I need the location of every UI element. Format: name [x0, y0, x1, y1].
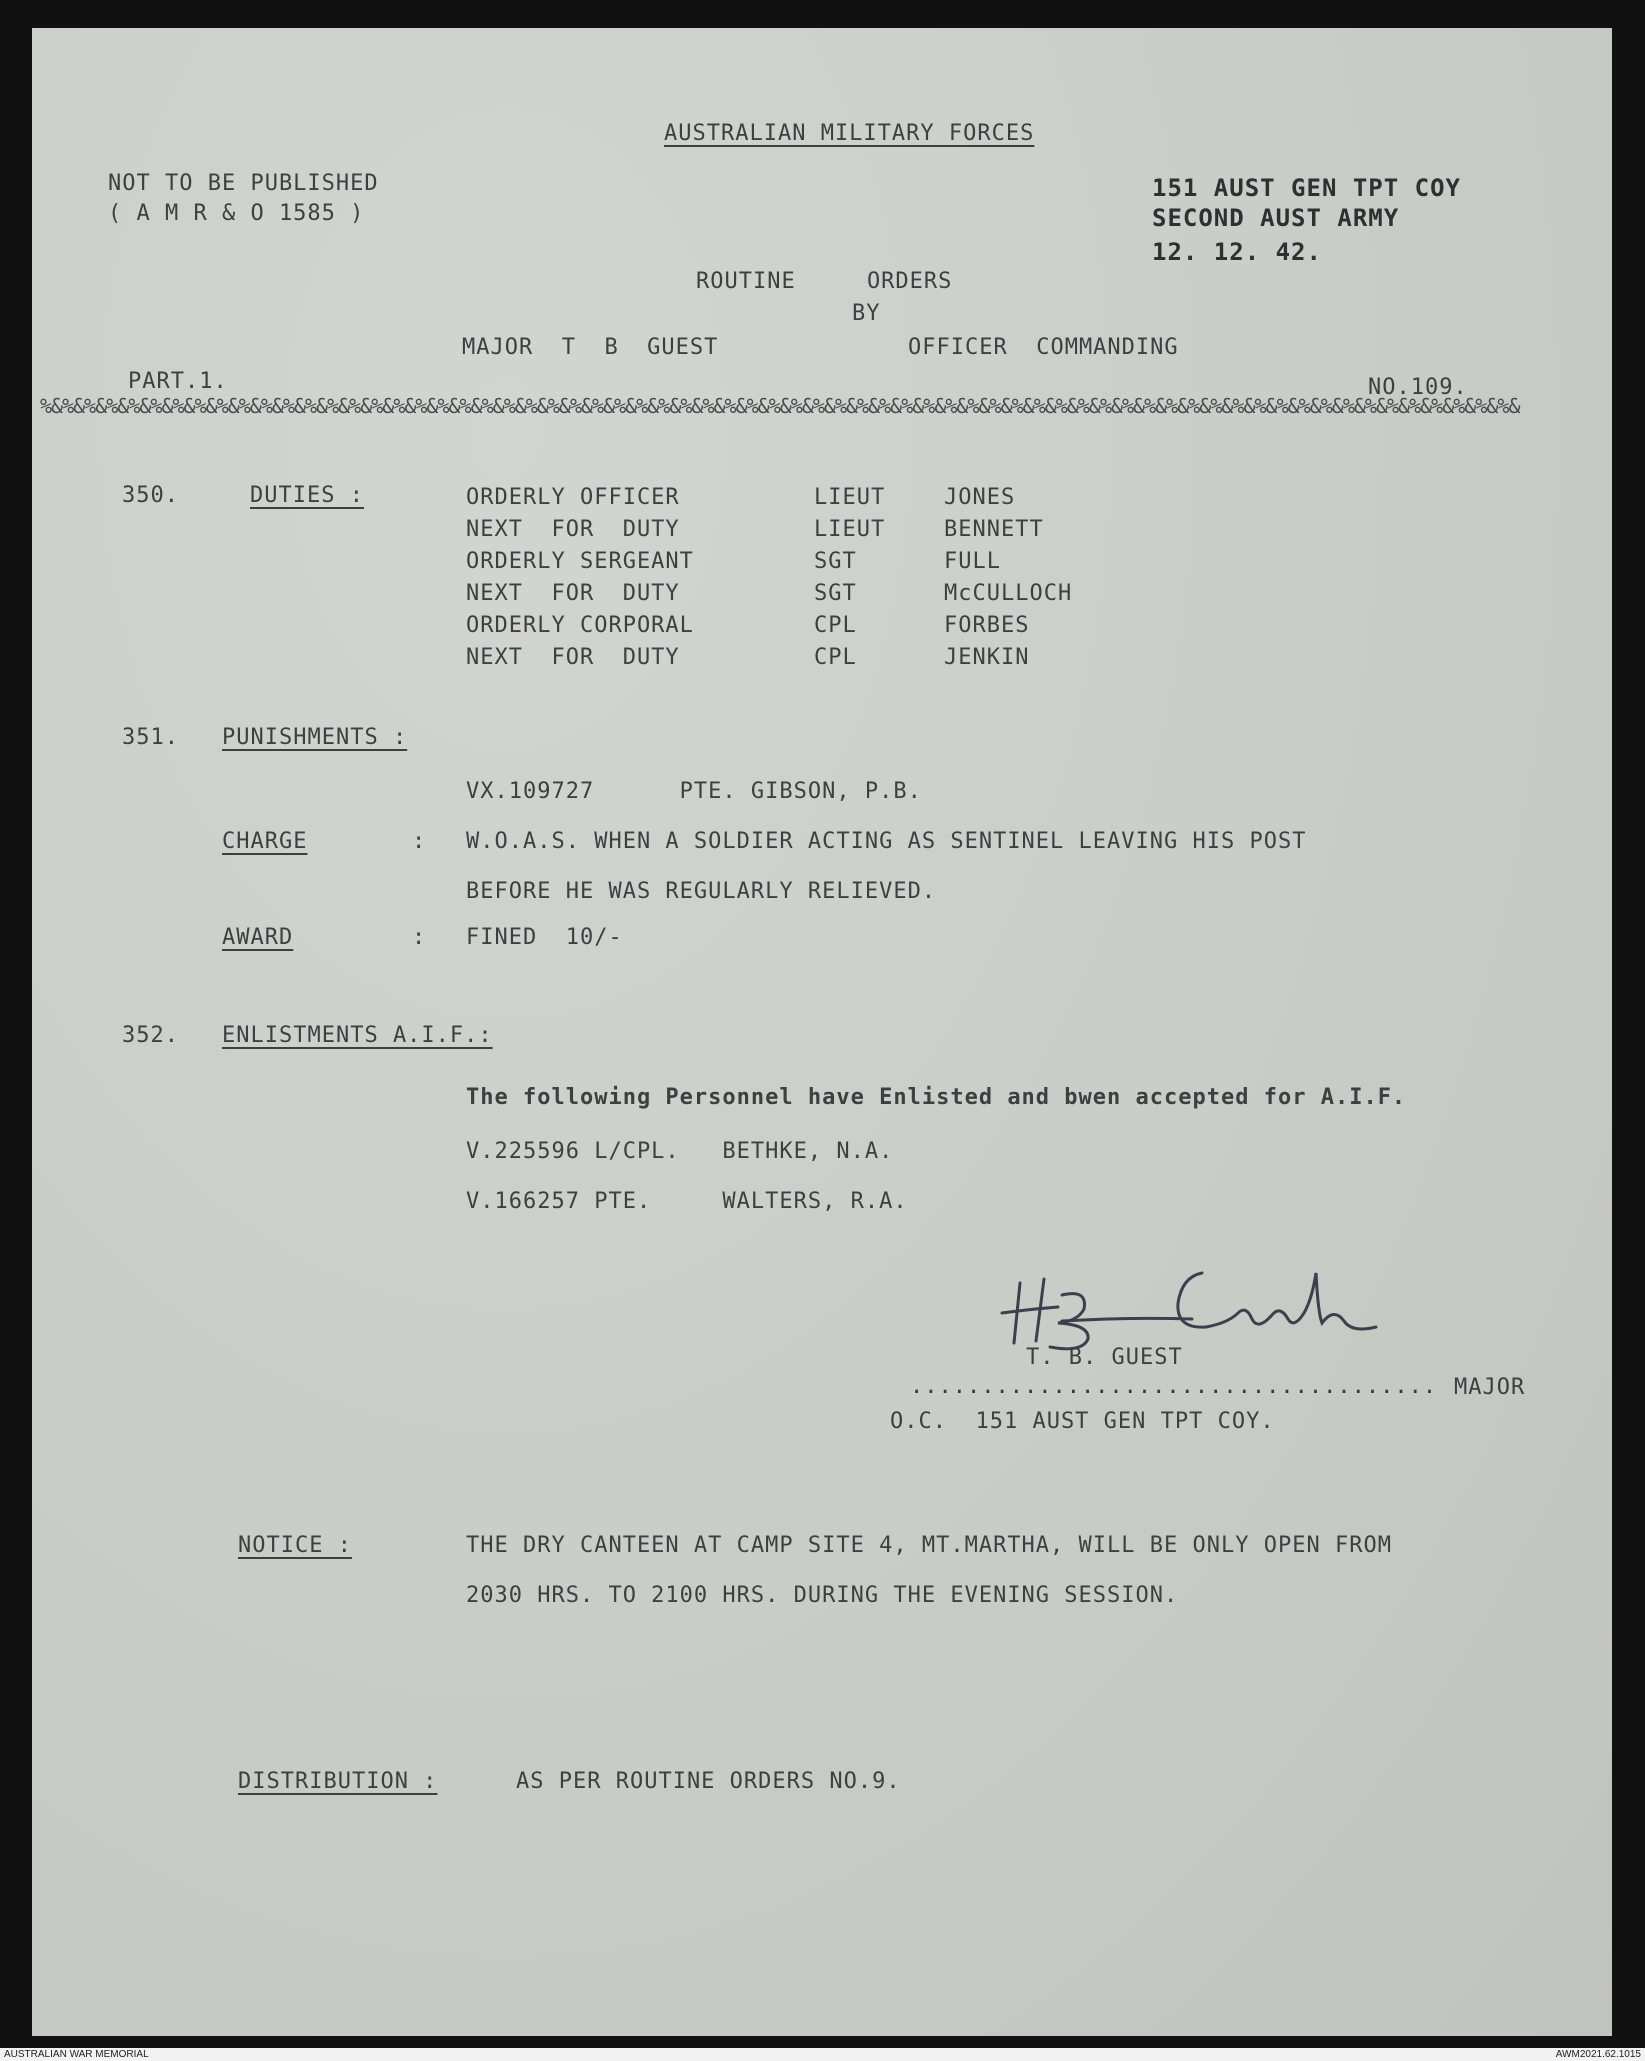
- notice-label: NOTICE :: [238, 1533, 352, 1558]
- enlistments-intro: The following Personnel have Enlisted and bwen accepted for A.I.F.: [466, 1085, 1407, 1110]
- duty-role: NEXT FOR DUTY: [466, 581, 680, 606]
- archive-footer: [0, 2048, 1645, 2061]
- duty-rank: SGT: [814, 581, 857, 606]
- award-label: AWARD: [222, 925, 294, 950]
- regulation-reference: ( A M R & O 1585 ): [108, 201, 365, 226]
- order-date: 12. 12. 42.: [1152, 238, 1322, 266]
- signatory-name: T. B. GUEST: [1026, 1345, 1183, 1370]
- signatory-title: O.C. 151 AUST GEN TPT COY.: [890, 1409, 1275, 1434]
- charge-text-line2: BEFORE HE WAS REGULARLY RELIEVED.: [466, 879, 937, 904]
- punishments-heading: PUNISHMENTS :: [222, 725, 408, 750]
- enlistments-item-number: 352.: [122, 1023, 179, 1048]
- duty-role: ORDERLY CORPORAL: [466, 613, 694, 638]
- award-text: FINED 10/-: [466, 925, 623, 950]
- charge-label: CHARGE: [222, 829, 308, 854]
- duty-role: NEXT FOR DUTY: [466, 517, 680, 542]
- duty-rank: SGT: [814, 549, 857, 574]
- distribution-label: DISTRIBUTION :: [238, 1769, 438, 1794]
- duty-name: JENKIN: [944, 645, 1030, 670]
- document-page: [32, 28, 1612, 2036]
- duty-rank: CPL: [814, 645, 857, 670]
- notice-text-line2: 2030 HRS. TO 2100 HRS. DURING THE EVENING SESSION.: [466, 1583, 1179, 1608]
- enlistment-row: V.166257 PTE. WALTERS, R.A.: [466, 1189, 908, 1214]
- routine-orders-heading: ROUTINE ORDERS: [696, 269, 953, 294]
- duty-name: BENNETT: [944, 517, 1044, 542]
- restriction-notice: NOT TO BE PUBLISHED: [108, 171, 379, 196]
- part-label: PART.1.: [128, 369, 228, 394]
- punished-soldier: VX.109727 PTE. GIBSON, P.B.: [466, 779, 922, 804]
- notice-text-line1: THE DRY CANTEEN AT CAMP SITE 4, MT.MARTHA, WILL BE ONLY OPEN FROM: [466, 1533, 1392, 1558]
- order-number: NO.109.: [1368, 375, 1468, 400]
- duty-role: ORDERLY OFFICER: [466, 485, 680, 510]
- charge-text-line1: W.O.A.S. WHEN A SOLDIER ACTING AS SENTINEL LEAVING HIS POST: [466, 829, 1307, 854]
- duty-name: JONES: [944, 485, 1016, 510]
- duty-rank: LIEUT: [814, 517, 886, 542]
- award-separator: :: [412, 925, 427, 950]
- signature-dotted-line: .....................................: [910, 1374, 1438, 1399]
- duties-item-number: 350.: [122, 483, 179, 508]
- footer-institution: AUSTRALIAN WAR MEMORIAL: [4, 2049, 149, 2060]
- army-name: SECOND AUST ARMY: [1152, 204, 1400, 232]
- duty-rank: CPL: [814, 613, 857, 638]
- enlistment-row: V.225596 L/CPL. BETHKE, N.A.: [466, 1139, 894, 1164]
- by-label: BY: [852, 301, 881, 326]
- distribution-text: AS PER ROUTINE ORDERS NO.9.: [516, 1769, 901, 1794]
- typed-separator-border: %&%&%&%&%&%&%&%&%&%&%&%&%&%&%&%&%&%&%&%&%&%&%&%&%&%&%&%&%&%&%&%&%&%&%&%&%&%&%&%&%&%&%&%&%&%&%&%&%&%&%&%&%&%&%&%&%&%&%&%&%&%&%&%&%&%&%&: [40, 394, 1520, 418]
- signatory-rank: MAJOR: [1454, 1375, 1526, 1400]
- duty-role: NEXT FOR DUTY: [466, 645, 680, 670]
- duties-heading: DUTIES :: [250, 483, 364, 508]
- commander-role: OFFICER COMMANDING: [908, 335, 1179, 360]
- enlistments-heading: ENLISTMENTS A.I.F.:: [222, 1023, 493, 1048]
- duty-name: McCULLOCH: [944, 581, 1073, 606]
- duty-name: FORBES: [944, 613, 1030, 638]
- duty-role: ORDERLY SERGEANT: [466, 549, 694, 574]
- charge-separator: :: [412, 829, 427, 854]
- commander-name: MAJOR T B GUEST: [462, 335, 719, 360]
- unit-name: 151 AUST GEN TPT COY: [1152, 174, 1461, 202]
- document-title: AUSTRALIAN MILITARY FORCES: [664, 121, 1035, 146]
- duty-name: FULL: [944, 549, 1001, 574]
- duty-rank: LIEUT: [814, 485, 886, 510]
- punishments-item-number: 351.: [122, 725, 179, 750]
- footer-accession-number: AWM2021.62.1015: [1555, 2049, 1641, 2060]
